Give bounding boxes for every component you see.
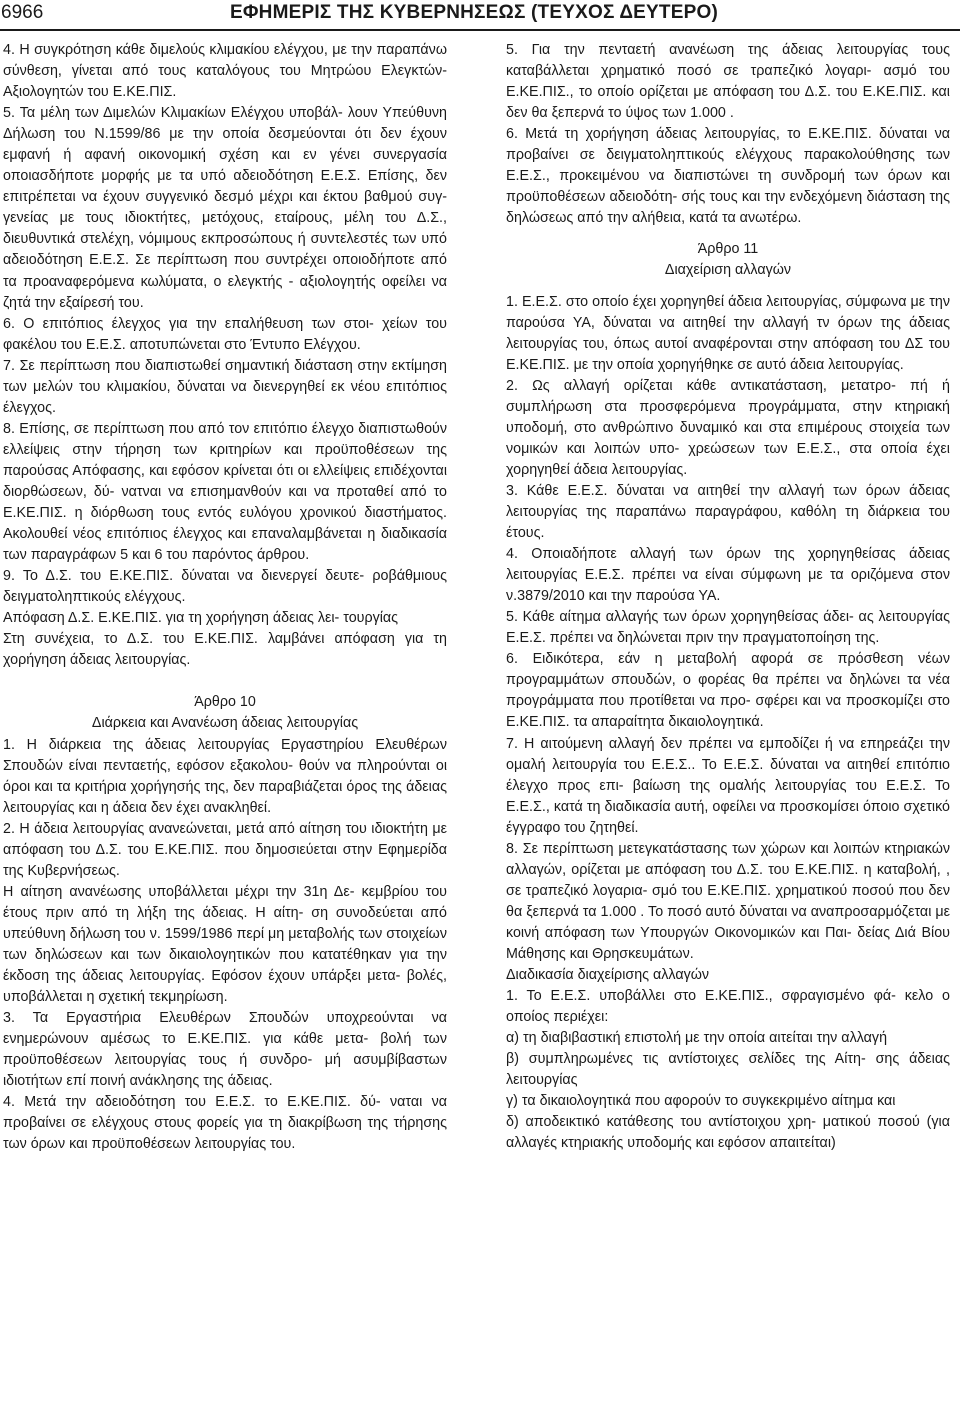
article-10-title: Διάρκεια και Ανανέωση άδειας λειτουργίας: [91, 715, 359, 732]
right-column: [506, 40, 950, 1154]
article-11-number: Άρθρο 11: [697, 241, 759, 258]
spacer: [506, 229, 950, 239]
spacer: [506, 282, 950, 292]
header-rule: [0, 29, 960, 31]
page-header: [0, 0, 960, 30]
article-10-paragraph-5: 5. Για την πενταετή ανανέωση της άδειας λειτουργίας τους καταβάλλεται χρηματικό ποσό σε τραπεζικό λογαρι- ασμό του Ε.ΚΕ.ΠΙΣ., το οποίο ορίζεται με απόφαση του Δ.Σ. του Ε.ΚΕ.ΠΙΣ. και δεν θα ξεπερνά το ύψος των 1.000 .: [506, 42, 950, 122]
article-10-paragraph-3: 3. Τα Εργαστήρια Ελευθέρων Σπουδών υποχρεούνται να ενημερώνουν αμέσως το Ε.ΚΕ.ΠΙΣ. για κάθε μετα- βολή των προϋποθέσεων λειτουργίας τους ή συνδρο- μή ασυμβίβαστων ιδιοτήτων επί ποινή ανάκλησης της άδειας.: [3, 1010, 447, 1090]
article-10-paragraph-6: 6. Μετά τη χορήγηση άδειας λειτουργίας, το Ε.ΚΕ.ΠΙΣ. δύναται να προβαίνει σε δειγματοληπτικούς ελέγχους παρακολούθησης των Ε.Ε.Σ., προκειμένου να διαπιστώνει τη συνδρομή των όρων και προϋποθέσεων αδειοδότη- σής τους και την ενδεχόμενη διάσταση της δηλώσεως από την αλήθεια, κατά τα ανωτέρω.: [506, 126, 950, 227]
article-11-paragraph-6: 6. Ειδικότερα, εάν η μεταβολή αφορά σε πρόσθεση νέων προγραμμάτων σπουδών, ο φορέας θα πρέπει να δηλώνει τα νέα προγράμματα που προτίθεται να προ- σφέρει και να προσκομίζει στο Ε.ΚΕ.ΠΙΣ. τα απαραίτητα δικαιολογητικά.: [506, 651, 950, 731]
decision-paragraph: Στη συνέχεια, το Δ.Σ. του Ε.ΚΕ.ΠΙΣ. λαμβάνει απόφαση για τη χορήγηση άδειας λειτουργίας.: [3, 631, 447, 669]
article-10-paragraph-2b: Η αίτηση ανανέωσης υποβάλλεται μέχρι την 31η Δε- κεμβρίου του έτους πριν από τη λήξη της άδειας. Η αίτη- ση συνοδεύεται από υπεύθυνη δήλωση του ν. 1599/1986 περί μη μεταβολής των στοιχείων των δηλώσεων και των δικαιολογητικών που κατατέθηκαν για την έκδοση της άδειας λειτουργίας. Εφόσον έχουν υπάρξει μετα- βολές, υποβάλλεται η σχετική τεκμηρίωση.: [3, 883, 447, 1006]
procedure-item-d: δ) αποδεικτικό κατάθεσης του αντίστοιχου χρη- ματικού ποσού (για αλλαγές κτηριακής υποδομής και εφόσον απαιτείται): [506, 1114, 950, 1152]
procedure-item-c: γ) τα δικαιολογητικά που αφορούν το συγκεκριμένο αίτημα και: [506, 1093, 896, 1110]
paragraph-4: 4. Η συγκρότηση κάθε διμελούς κλιμακίου ελέγχου, με την παραπάνω σύνθεση, γίνεται από τους καταλόγους του Μητρώου Ελεγκτών-Αξιολογητών του Ε.ΚΕ.ΠΙΣ.: [3, 42, 447, 101]
gazette-title: ΕΦΗΜΕΡΙΣ ΤΗΣ ΚΥΒΕΡΝΗΣΕΩΣ (ΤΕΥΧΟΣ ΔΕΥΤΕΡΟ): [230, 2, 718, 23]
spacer: [3, 671, 447, 692]
paragraph-8: 8. Επίσης, σε περίπτωση που από τον επιτόπιο έλεγχο διαπιστωθούν ελλείψεις στην τήρηση των κριτηρίων και προϋποθέσεων της παρούσας Απόφασης, και εφόσον κρίνεται ότι οι ελλείψεις επιδέχονται διορθώσεων, δύ- νατναι να επισημανθούν και να προταθεί από το Ε.ΚΕ.ΠΙΣ. η διόρθωση τους εντός ευλόγου χρονικού διαστήματος. Ακολουθεί νέος επιτόπιος έλεγχος και επαναλαμβάνεται η διαδικασία των παραγράφων 5 και 6 του παρόντος άρθρου.: [3, 420, 447, 564]
article-11-paragraph-1: 1. Ε.Ε.Σ. στο οποίο έχει χορηγηθεί άδεια λειτουργίας, σύμφωνα με την παρούσα ΥΑ, δύναται να αιτηθεί την αλλαγή τν όρων της άδειας λειτουργίας του, όπως αυτοί αναφέρονται στην απόφαση του ΔΣ του Ε.ΚΕ.ΠΙΣ. με την οποία χορηγήθηκε σε αυτό άδεια λειτουργίας.: [506, 293, 950, 373]
article-10-paragraph-2: 2. Η άδεια λειτουργίας ανανεώνεται, μετά από αίτηση του ιδιοκτήτη με απόφαση του Δ.Σ. του Ε.ΚΕ.ΠΙΣ. που δημοσιεύεται στην Εφημερίδα της Κυβερνήσεως.: [3, 820, 447, 879]
procedure-paragraph-1: 1. Το Ε.Ε.Σ. υποβάλλει στο Ε.ΚΕ.ΠΙΣ., σφραγισμένο φά- κελο ο οποίος περιέχει:: [506, 988, 950, 1026]
page-number: 6966: [1, 2, 44, 23]
article-11-paragraph-4: 4. Οποιαδήποτε αλλαγή των όρων της χορηγηθείσας άδειας λειτουργίας Ε.Ε.Σ. πρέπει να είναι σύμφωνη με τα οριζόμενα στον ν.3879/2010 και την παρούσα ΥΑ.: [506, 546, 950, 605]
article-11-paragraph-2: 2. Ως αλλαγή ορίζεται κάθε αντικατάσταση, μετατρο- πή ή συμπλήρωση στα προσφερόμενα προγράμματα, στην κτηριακή υποδομή, στο ανθρώπινο δυναμικό και στα επιμέρους στοιχεία των νομικών και λοιπών υπο- χρεώσεων των Ε.Ε.Σ., στα οποία έχει χορηγηθεί άδεια λειτουργίας.: [506, 377, 950, 478]
left-column: [3, 40, 447, 1155]
procedure-heading: Διαδικασία διαχείρισης αλλαγών: [506, 967, 710, 984]
paragraph-7: 7. Σε περίπτωση που διαπιστωθεί σημαντική διάσταση στην εκτίμηση των μελών του κλιμακίου, δύναται να διενεργηθεί εκ νέου επιτόπιος έλεγχος.: [3, 357, 447, 416]
paragraph-5: 5. Τα μέλη των Διμελών Κλιμακίων Ελέγχου υποβάλ- λουν Υπεύθυνη Δήλωση του Ν.1599/86 με την οποία δεσμεύονται ότι δεν έχουν εμφανή ή αφανή οικονομική σχέση και εν γένει συνεργασία οποιασδήποτε μορφής με τα υπό αδειοδότηση Ε.Ε.Σ. Επίσης, δεν επιτρέπεται να έχουν συγγενικό δεσμό μέχρι και έκτου βαθμού συγ- γενείας με τους ιδιοκτήτες, μετόχους, εταίρους, μέλη του Δ.Σ., διευθυντικά στελέχη, νόμιμους εκπροσώπους ή συντελεστές των υπό αδειοδότηση Ε.Ε.Σ. Σε περίπτωση που συντρέχει οποιοδήποτε από τα προαναφερόμενα κωλύματα, ο ελεγκτής - αξιολογητής οφείλει να ζητά την εξαίρεσή του.: [3, 105, 447, 311]
paragraph-9: 9. Το Δ.Σ. του Ε.ΚΕ.ΠΙΣ. δύναται να διενεργεί δευτε- ροβάθμιους δειγματοληπτικούς ελέγχους.: [3, 568, 447, 606]
decision-heading: Απόφαση Δ.Σ. Ε.ΚΕ.ΠΙΣ. για τη χορήγηση άδειας λει- τουργίας: [3, 610, 399, 627]
procedure-item-a: α) τη διαβιβαστική επιστολή με την οποία αιτείται την αλλαγή: [506, 1030, 888, 1047]
procedure-item-b: β) συμπληρωμένες τις αντίστοιχες σελίδες της Αίτη- σης άδειας λειτουργίας: [506, 1051, 950, 1089]
article-11-title: Διαχείριση αλλαγών: [664, 262, 792, 279]
paragraph-6: 6. Ο επιτόπιος έλεγχος για την επαλήθευση των στοι- χείων του φακέλου του Ε.Ε.Σ. αποτυπώνεται στο Έντυπο Ελέγχου.: [3, 315, 447, 353]
article-10-paragraph-4: 4. Μετά την αδειοδότηση του Ε.Ε.Σ. το Ε.ΚΕ.ΠΙΣ. δύ- ναται να προβαίνει σε ελέγχους στους φορείς για τη διακρίβωση της τήρησης των όρων και προϋποθέσεων λειτουργίας του.: [3, 1094, 447, 1153]
article-11-paragraph-7: 7. Η αιτούμενη αλλαγή δεν πρέπει να εμποδίζει ή να επηρεάζει την ομαλή λειτουργία του Ε.Ε.Σ.. Το Ε.Ε.Σ. δύναται να αιτηθεί επιτόπιο έλεγχο προς επι- βαίωση της ομαλής λειτουργίας του Ε.Ε.Σ. Το Ε.Ε.Σ., κατά τη διαδικασία αυτή, οφείλει να προσκομίσει όποιο σχετικό έγγραφο του ζητηθεί.: [506, 735, 950, 836]
article-11-paragraph-3: 3. Κάθε Ε.Ε.Σ. δύναται να αιτηθεί την αλλαγή των όρων άδειας λειτουργίας της παραπάνω παραγράφου, καθόλη τη διάρκεια του έτους.: [506, 482, 950, 542]
article-10-number: Άρθρο 10: [194, 694, 256, 711]
article-11-paragraph-5: 5. Κάθε αίτημα αλλαγής των όρων χορηγηθείσας άδει- ας λειτουργίας Ε.Ε.Σ. πρέπει να δηλώνεται πριν την πραγματοποίηση της.: [506, 609, 950, 647]
article-11-paragraph-8: 8. Σε περίπτωση μετεγκατάστασης των χώρων και λοιπών κτηριακών αλλαγών, ορίζεται με απόφαση του Δ.Σ. του Ε.ΚΕ.ΠΙΣ. η καταβολή, , σε τραπεζικό λογαρια- σμό του Ε.ΚΕ.ΠΙΣ. χρηματικού ποσού που δεν θα ξεπερνά τα 1.000 . Το ποσό αυτό δύναται να αναπροσαρμόζεται με κοινή απόφαση των Υπουργών Οικονομικών και Παι- δείας Διά Βίου Μάθησης και Θρησκευμάτων.: [506, 840, 950, 962]
article-10-paragraph-1: 1. Η διάρκεια της άδειας λειτουργίας Εργαστηρίου Ελευθέρων Σπουδών είναι πενταετής, εφόσον εξακολου- θούν να πληρούνται οι όροι και τα κριτήρια χορήγησής της, δεν παραβιάζεται όρος της άδειας λειτουργίας και η άδεια δεν έχει ανακληθεί.: [3, 736, 447, 816]
